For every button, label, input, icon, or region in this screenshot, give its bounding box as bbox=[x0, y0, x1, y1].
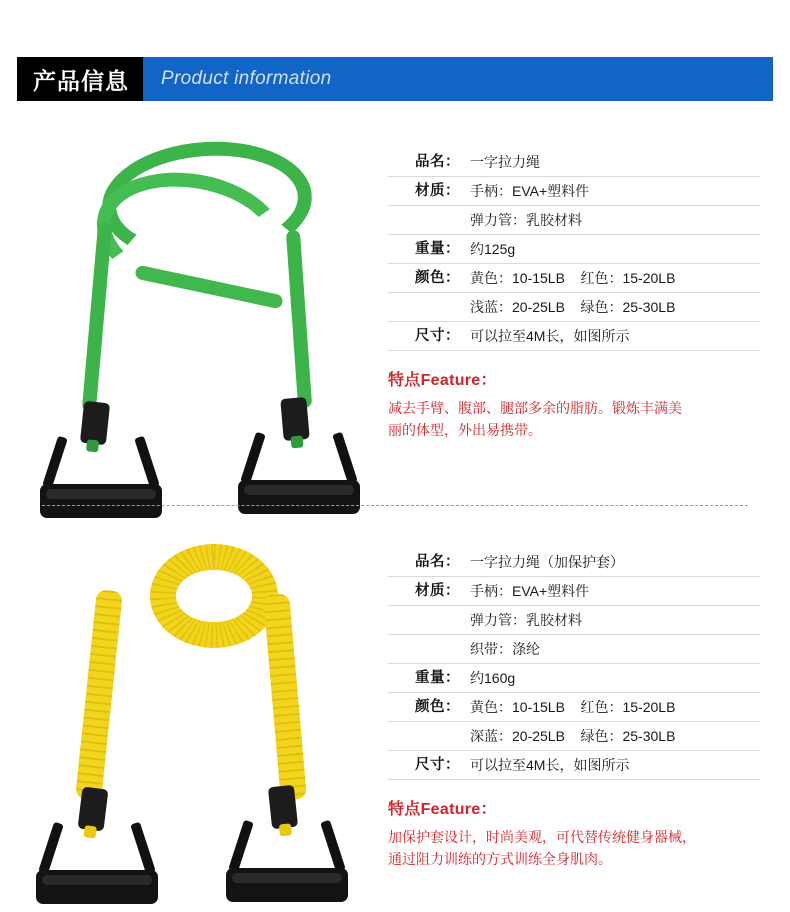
spec-value: 约160g bbox=[470, 670, 516, 686]
section-divider bbox=[42, 505, 748, 506]
spec-label: 颜色： bbox=[415, 270, 460, 286]
tube-right-strand bbox=[286, 230, 312, 409]
feature-title: 特点Feature： bbox=[388, 801, 497, 818]
tube-left-strand bbox=[82, 222, 113, 412]
spec-value: 深蓝：20-25LB 绿色：25-30LB bbox=[470, 728, 676, 744]
table-row bbox=[388, 751, 760, 780]
table-row bbox=[388, 548, 760, 577]
handle-grip bbox=[36, 870, 158, 904]
handle-left bbox=[32, 816, 162, 904]
handle-strap-left bbox=[42, 436, 68, 489]
handle-strap-right bbox=[134, 436, 160, 489]
spec-value: 一字拉力绳（加保护套） bbox=[470, 554, 624, 570]
table-row bbox=[388, 577, 760, 606]
feature-title: 特点Feature： bbox=[388, 372, 497, 389]
table-row bbox=[388, 635, 760, 664]
table-row bbox=[388, 293, 760, 322]
spec-label: 材质： bbox=[415, 183, 460, 199]
handle-grip bbox=[226, 868, 348, 902]
spec-label: 重量： bbox=[415, 241, 460, 257]
spec-value: 手柄：EVA+塑料件 bbox=[470, 583, 590, 599]
table-row bbox=[388, 148, 760, 177]
spec-value: 黄色：10-15LB 红色：15-20LB bbox=[470, 270, 676, 286]
product-image-2 bbox=[24, 530, 374, 830]
spec-label: 品名： bbox=[415, 154, 460, 170]
table-row bbox=[388, 664, 760, 693]
table-row bbox=[388, 722, 760, 751]
green-resistance-band-illustration bbox=[24, 130, 374, 430]
feature-block-2 bbox=[388, 796, 760, 870]
handle-strap-left bbox=[240, 432, 266, 485]
handle-grip bbox=[238, 480, 360, 514]
spec-table-2 bbox=[388, 548, 760, 870]
feature-line: 减去手臂、腹部、腿部多余的脂肪。锻炼丰满美 bbox=[388, 400, 682, 416]
handle-strap-left bbox=[228, 820, 254, 873]
spec-label: 尺寸： bbox=[415, 328, 460, 344]
feature-line: 加保护套设计，时尚美观，可代替传统健身器械， bbox=[388, 829, 696, 845]
spec-label: 品名： bbox=[415, 554, 460, 570]
spec-value: 可以拉至4M长，如图所示 bbox=[470, 757, 630, 773]
spec-label: 尺寸： bbox=[415, 757, 460, 773]
yellow-resistance-band-illustration bbox=[24, 530, 374, 850]
handle-strap-right bbox=[332, 432, 358, 485]
table-row bbox=[388, 322, 760, 351]
spec-label: 颜色： bbox=[415, 699, 460, 715]
spec-value: 约125g bbox=[470, 241, 516, 257]
spec-value: 弹力管：乳胶材料 bbox=[470, 612, 582, 628]
spec-value: 织带：涤纶 bbox=[470, 641, 540, 657]
banner-title-en: Product information bbox=[161, 68, 332, 89]
feature-line: 丽的体型，外出易携带。 bbox=[388, 422, 542, 438]
feature-line: 通过阻力训练的方式训练全身肌肉。 bbox=[388, 851, 612, 867]
table-row bbox=[388, 206, 760, 235]
section-banner bbox=[17, 57, 773, 101]
handle-strap-right bbox=[130, 822, 156, 875]
table-row bbox=[388, 177, 760, 206]
sleeve-texture bbox=[75, 589, 123, 801]
banner-title-cn: 产品信息 bbox=[17, 57, 143, 101]
spec-value: 可以拉至4M长，如图所示 bbox=[470, 328, 630, 344]
spec-table-1 bbox=[388, 148, 760, 441]
sleeve-loop-hole bbox=[176, 570, 252, 622]
spec-value: 浅蓝：20-25LB 绿色：25-30LB bbox=[470, 299, 676, 315]
table-row bbox=[388, 693, 760, 722]
feature-block-1 bbox=[388, 367, 760, 441]
spec-value: 黄色：10-15LB 红色：15-20LB bbox=[470, 699, 676, 715]
sleeve-texture bbox=[263, 593, 307, 800]
spec-label: 材质： bbox=[415, 583, 460, 599]
sleeve-right-strand bbox=[263, 593, 307, 800]
spec-label: 重量： bbox=[415, 670, 460, 686]
handle-strap-right bbox=[320, 820, 346, 873]
handle-grip bbox=[40, 484, 162, 518]
handle-strap-left bbox=[38, 822, 64, 875]
table-row bbox=[388, 235, 760, 264]
spec-value: 弹力管：乳胶材料 bbox=[470, 212, 582, 228]
handle-right bbox=[222, 814, 352, 902]
sleeve-left-strand bbox=[75, 589, 123, 801]
handle-right bbox=[234, 426, 364, 514]
table-row bbox=[388, 264, 760, 293]
spec-value: 手柄：EVA+塑料件 bbox=[470, 183, 590, 199]
table-row bbox=[388, 606, 760, 635]
product-image-1 bbox=[24, 130, 374, 430]
spec-value: 一字拉力绳 bbox=[470, 154, 540, 170]
product-section-2 bbox=[0, 530, 790, 880]
product-section-1 bbox=[0, 130, 790, 470]
